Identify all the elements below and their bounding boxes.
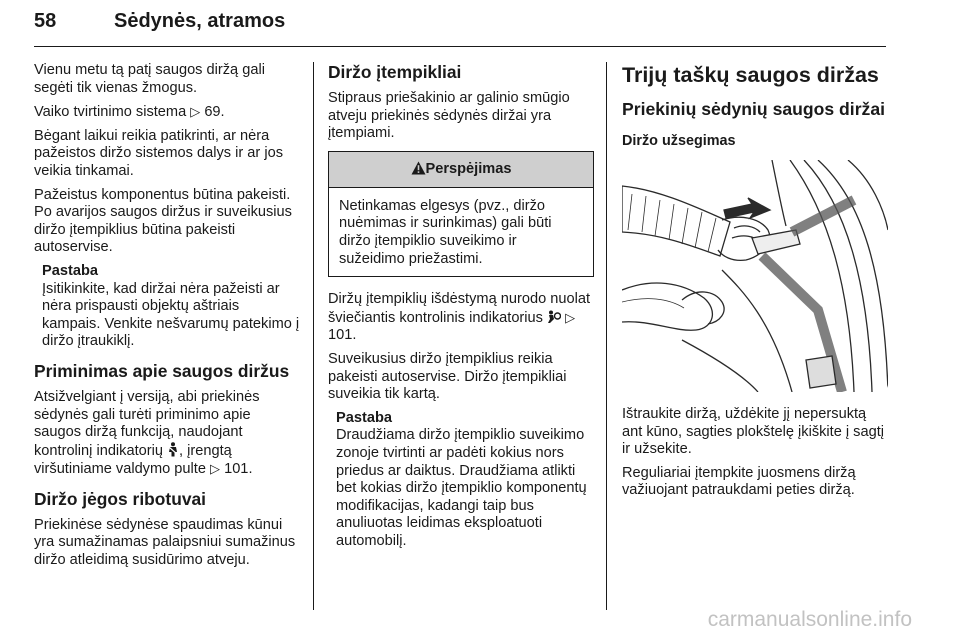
column-2 [328, 62, 594, 556]
page-title: Sėdynės, atramos [114, 10, 286, 32]
paragraph: Bėgant laikui reikia patikrinti, ar nėra pažeistos diržo sistemos dalys ir ar jos veikia tinkamai. [34, 127, 283, 179]
header-rule [34, 46, 886, 47]
paragraph: Vienu metu tą patį saugos diržą gali segėti tik vienas žmogus. [34, 62, 265, 96]
section-heading-reminder: Priminimas apie saugos diržus [34, 360, 290, 381]
triangle-right-icon: ▷ [210, 461, 221, 477]
airbag-icon [547, 310, 561, 326]
note-box [34, 263, 300, 351]
warning-text: Netinkamas elgesys (pvz., diržo nuėmimas ir surinkimas) gali būti diržo įtempiklio suveikimo ir sužeidimo priežastimi. [339, 197, 552, 267]
seatbelt-person-icon [167, 443, 179, 459]
paragraph: Ištraukite diržą, uždėkite jį nepersuktą ant kūno, sagties plokštelę įkiškite į sagtį ir užsekite. [622, 406, 885, 458]
page-ref-link[interactable]: 101 [224, 461, 249, 478]
note-box [328, 410, 594, 551]
note-text: Įsitikinkite, kad diržai nėra pažeisti ar nėra prispausti objektų aštriais kampais. Venkite nešvarumų patekimo į diržo įtraukiklį. [42, 280, 300, 350]
page-number: 58 [34, 10, 57, 32]
subheading-fastening: Diržo užsegimas [622, 133, 736, 149]
section-heading-pretensioners: Diržo įtempikliai [328, 62, 462, 82]
warning-triangle-icon [411, 161, 426, 177]
watermark-text: carmanualsonline.info [707, 608, 912, 631]
warning-title: Perspėjimas [425, 160, 512, 177]
column-divider-2 [606, 62, 607, 610]
triangle-right-icon: ▷ [565, 309, 576, 325]
paragraph-child-restraint: Vaiko tvirtinimo sistema ▷ 69. [34, 104, 225, 121]
paragraph: Pažeistus komponentus būtina pakeisti. Po avarijos saugos diržus ir suveikusius diržo įtempiklius būtina pakeisti autoservise. [34, 186, 292, 256]
column-3 [622, 62, 888, 506]
warning-header [329, 152, 593, 188]
paragraph-reminder: Atsižvelgiant į versiją, abi priekinės sėdynės gali turėti priminimo apie saugos diržą funkciją, naudojant kontrolinį indikatorių , įrengtą viršutiniame valdymo pulte ▷ 101. [34, 388, 260, 478]
note-title: Pastaba [336, 409, 392, 426]
section-heading-force-limiter: Diržo jėgos ribotuvai [34, 488, 206, 509]
paragraph-indicator: Diržų įtempiklių išdėstymą nurodo nuolat šviečiantis kontrolinis indikatorius ▷ 101. [328, 291, 590, 344]
paragraph: Priekinėse sėdynėse spaudimas kūnui yra sumažinamas palaipsniui sumažinus diržo atleidimą susidūrimo atveju. [34, 516, 296, 569]
page-header [34, 6, 886, 48]
paragraph: Stipraus priešakinio ar galinio smūgio atveju priekinės sėdynės diržai yra įtempiami. [328, 90, 570, 142]
page-ref-link[interactable]: 69 [204, 104, 221, 121]
column-1 [34, 62, 300, 576]
seatbelt-fastening-illustration [622, 160, 888, 392]
note-title: Pastaba [42, 262, 98, 279]
section-title-three-point-belt: Trijų taškų saugos diržas [622, 63, 879, 87]
warning-box [328, 151, 594, 277]
column-divider-1 [313, 62, 314, 610]
paragraph: Suveikusius diržo įtempiklius reikia pakeisti autoservise. Diržo įtempikliai suveikia tik kartą. [328, 350, 567, 403]
note-text: Draudžiama diržo įtempiklio suveikimo zonoje tvirtinti ar padėti kokius nors priedus ar daiktus. Draudžiama atlikti bet kokias diržo įtempiklio komponentų modifikacijas, kadangi taip bus anuliuotas leidimas eksploatuoti automobilį. [336, 427, 587, 549]
paragraph: Reguliariai įtempkite juosmens diržą važiuojant patraukdami peties diržą. [622, 464, 856, 499]
page-ref-link[interactable]: 101 [328, 327, 353, 344]
subsection-heading-front-belts: Priekinių sėdynių saugos diržai [622, 99, 886, 119]
triangle-right-icon: ▷ [190, 104, 201, 120]
